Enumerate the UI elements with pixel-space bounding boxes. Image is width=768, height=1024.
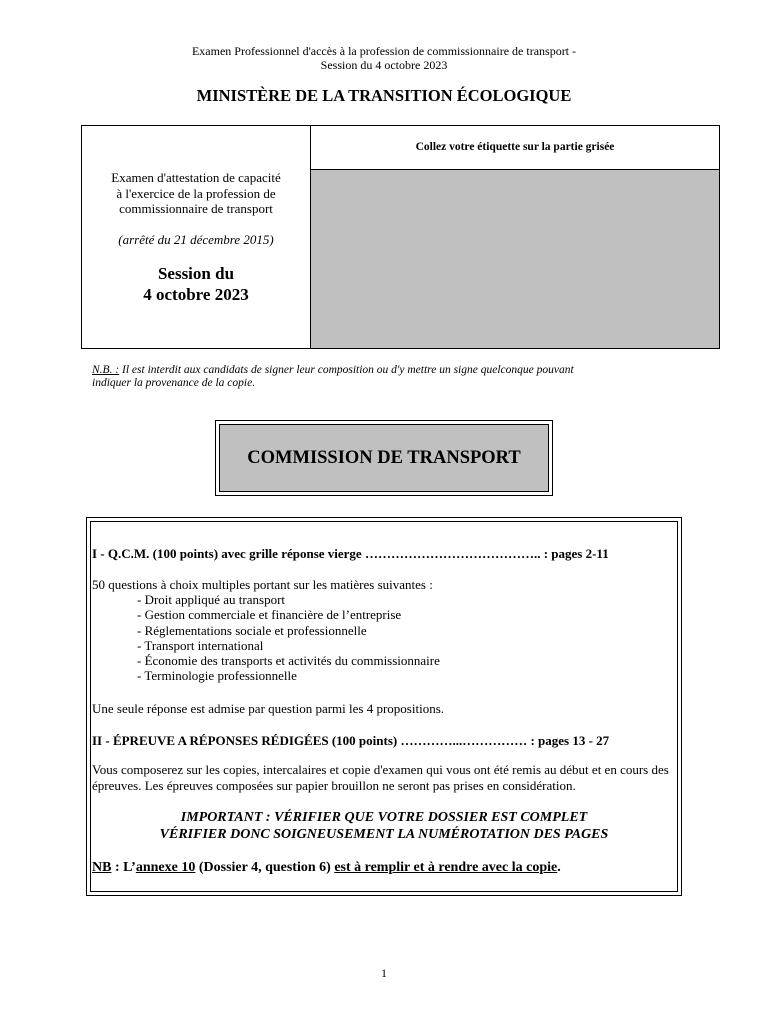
exam-line: Examen d'attestation de capacité bbox=[111, 170, 281, 185]
single-answer-note: Une seule réponse est admise par question parmi les 4 propositions. bbox=[92, 701, 445, 716]
nb2-text: (Dossier 4, question 6) bbox=[195, 860, 335, 875]
exam-line: à l'exercice de la profession de bbox=[116, 185, 276, 201]
session-line: Session du bbox=[157, 264, 235, 283]
exam-description bbox=[82, 170, 310, 217]
annex-note bbox=[92, 860, 561, 875]
instructions-box bbox=[86, 517, 682, 896]
nb-note bbox=[92, 364, 672, 390]
annex-reference: annexe 10 bbox=[135, 860, 196, 875]
session-line: 4 octobre 2023 bbox=[143, 285, 249, 304]
important-line-2: VÉRIFIER DONC SOIGNEUSEMENT LA NUMÉROTATION DES PAGES bbox=[159, 827, 609, 842]
composition-instructions: Vous composerez sur les copies, intercalaires et copie d'examen qui vous ont été remis au début et en cours des épreuves. Les épreuves composées sur papier brouillon ne seront pas prises en considération. bbox=[92, 762, 669, 793]
exam-line: commissionnaire de transport bbox=[119, 201, 273, 216]
nb2-text: . bbox=[557, 860, 561, 875]
header-line-2: Session du 4 octobre 2023 bbox=[320, 58, 448, 72]
session-title bbox=[82, 263, 310, 305]
subjects-list bbox=[137, 592, 440, 684]
subject-item: - Transport international bbox=[137, 637, 264, 653]
subject-item: - Gestion commerciale et financière de l’entreprise bbox=[137, 607, 402, 623]
document-title: COMMISSION DE TRANSPORT bbox=[219, 424, 549, 492]
section-1-heading: I - Q.C.M. (100 points) avec grille réponse vierge ………………………………….. : pages 2-11 bbox=[92, 546, 609, 561]
decree-reference: (arrêté du 21 décembre 2015) bbox=[118, 232, 274, 247]
subjects-intro: 50 questions à choix multiples portant sur les matières suivantes : bbox=[92, 577, 433, 592]
nb-text: indiquer la provenance de la copie. bbox=[92, 377, 256, 389]
subject-item: - Terminologie professionnelle bbox=[137, 668, 297, 684]
instructions-inner bbox=[90, 521, 678, 892]
subject-item: - Droit appliqué au transport bbox=[137, 592, 286, 607]
ministry-title: MINISTÈRE DE LA TRANSITION ÉCOLOGIQUE bbox=[196, 86, 572, 105]
nb2-label: NB bbox=[92, 860, 112, 875]
label-instruction: Collez votre étiquette sur la partie grisée bbox=[311, 126, 719, 170]
subject-item: - Économie des transports et activités du commissionnaire bbox=[137, 653, 440, 669]
nb-label: N.B. : bbox=[92, 364, 120, 376]
page-number: 1 bbox=[381, 966, 387, 980]
header-line-1: Examen Professionnel d'accès à la profession de commissionnaire de transport - bbox=[191, 44, 577, 58]
section-2-heading: II - ÉPREUVE A RÉPONSES RÉDIGÉES (100 points) …………...…………… : pages 13 - 27 bbox=[92, 733, 610, 748]
exam-info-box bbox=[81, 125, 720, 349]
exam-description-cell bbox=[82, 126, 311, 348]
label-grey-area bbox=[311, 170, 719, 348]
important-line-1: IMPORTANT : VÉRIFIER QUE VOTRE DOSSIER EST COMPLET bbox=[180, 810, 588, 825]
title-box bbox=[215, 420, 553, 496]
nb-text: Il est interdit aux candidats de signer leur composition ou d'y mettre un signe quelconque pouvant bbox=[119, 364, 574, 376]
subject-item: - Réglementations sociale et professionnelle bbox=[137, 622, 367, 638]
nb2-text: : L’ bbox=[111, 860, 136, 875]
nb2-instruction: est à remplir et à rendre avec la copie bbox=[334, 860, 558, 875]
